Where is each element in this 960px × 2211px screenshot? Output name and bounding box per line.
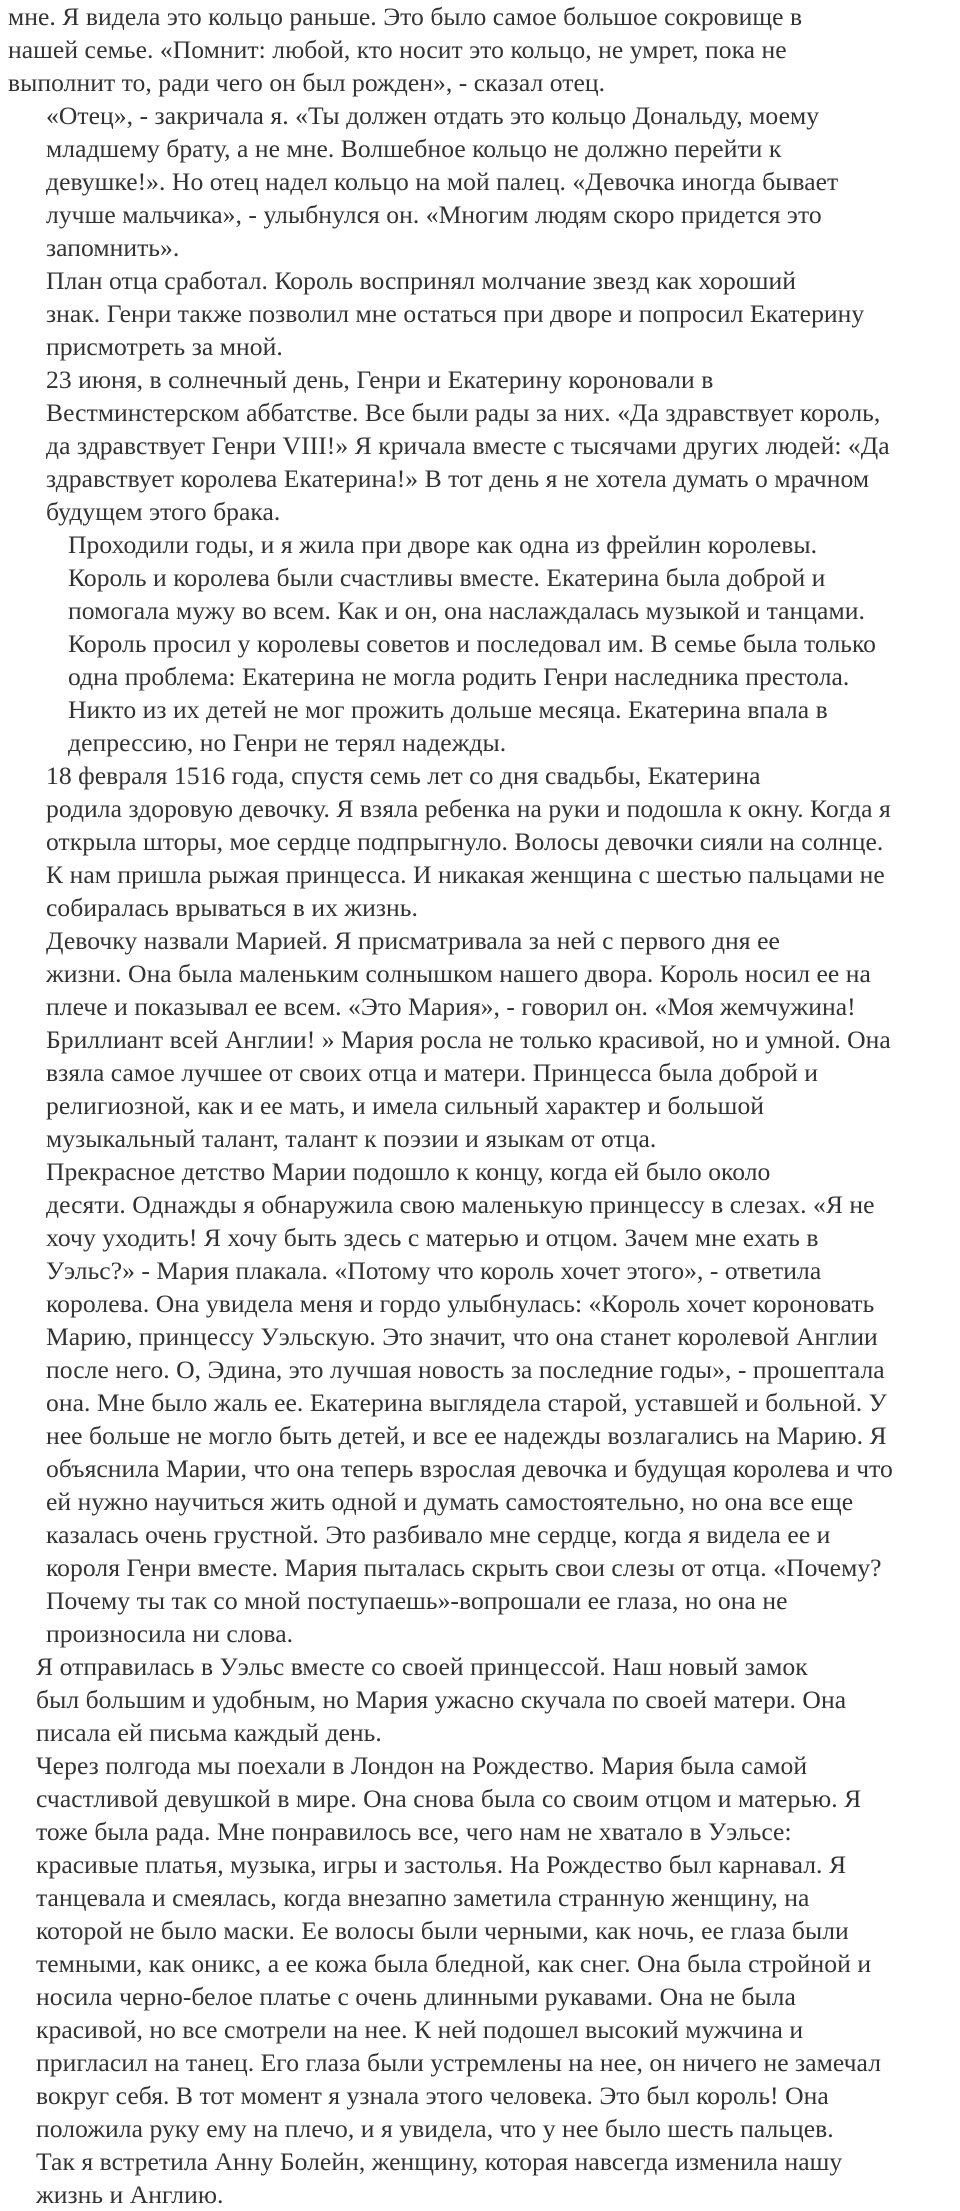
text-line: Прекрасное детство Марии подошло к концу, когда ей было около <box>46 1157 771 1186</box>
paragraph <box>8 924 932 1155</box>
text-line: младшему брату, а не мне. Волшебное кольцо не должно перейти к <box>46 134 782 163</box>
paragraph <box>8 0 932 99</box>
text-line: открыла шторы, мое сердце подпрыгнуло. Волосы девочки сияли на солнце. <box>46 827 884 856</box>
text-line: красивой, но все смотрели на нее. К ней подошел высокий мужчина и <box>36 2015 804 2044</box>
text-line: одна проблема: Екатерина не могла родить Генри наследника престола. <box>68 662 850 691</box>
paragraph <box>8 264 932 363</box>
text-line: писала ей письма каждый день. <box>36 1718 382 1747</box>
text-line: девушке!». Но отец надел кольцо на мой палец. «Девочка иногда бывает <box>46 167 839 196</box>
text-line: Через полгода мы поехали в Лондон на Рождество. Мария была самой <box>36 1751 808 1780</box>
text-line: счастливой девушкой в мире. Она снова была со своим отцом и матерью. Я <box>36 1784 862 1813</box>
text-line: танцевала и смеялась, когда внезапно заметила странную женщину, на <box>36 1883 810 1912</box>
text-line: Так я встретила Анну Болейн, женщину, которая навсегда изменила нашу <box>36 2147 843 2176</box>
text-line: вокруг себя. В тот момент я узнала этого человека. Это был король! Она <box>36 2081 829 2110</box>
text-line: выполнит то, ради чего он был рожден», - сказал отец. <box>8 68 606 97</box>
text-line: Я отправилась в Уэльс вместе со своей принцессой. Наш новый замок <box>36 1652 808 1681</box>
text-line: красивые платья, музыка, игры и застолья. На Рождество был карнавал. Я <box>36 1850 847 1879</box>
paragraph <box>8 1155 932 1650</box>
text-line: короля Генри вместе. Мария пыталась скрыть свои слезы от отца. «Почему? <box>46 1553 882 1582</box>
text-line: был большим и удобным, но Мария ужасно скучала по своей матери. Она <box>36 1685 847 1714</box>
text-line: родила здоровую девочку. Я взяла ребенка на руки и подошла к окну. Когда я <box>46 794 891 823</box>
text-line: Уэльс?» - Мария плакала. «Потому что король хочет этого», - ответила <box>46 1256 822 1285</box>
paragraph <box>8 528 932 759</box>
text-line: 23 июня, в солнечный день, Генри и Екатерину короновали в <box>46 365 714 394</box>
text-line: объяснила Марии, что она теперь взрослая девочка и будущая королева и что <box>46 1454 893 1483</box>
text-line: лучше мальчика», - улыбнулся он. «Многим людям скоро придется это <box>46 200 822 229</box>
text-line: пригласил на танец. Его глаза были устремлены на нее, он ничего не замечал <box>36 2048 882 2077</box>
text-line: жизнь и Англию. <box>36 2180 224 2209</box>
text-line: Вестминстерском аббатстве. Все были рады за них. «Да здравствует король, <box>46 398 881 427</box>
paragraph <box>8 1749 932 2145</box>
text-line: здравствует королева Екатерина!» В тот день я не хотела думать о мрачном <box>46 464 870 493</box>
paragraph <box>8 99 932 264</box>
text-line: тоже была рада. Мне понравилось все, чего нам не хватало в Уэльсе: <box>36 1817 792 1846</box>
text-line: депрессию, но Генри не терял надежды. <box>68 728 507 757</box>
text-line: Король просил у королевы советов и последовал им. В семье была только <box>68 629 877 658</box>
text-line: К нам пришла рыжая принцесса. И никакая женщина с шестью пальцами не <box>46 860 885 889</box>
text-line: плече и показывал ее всем. «Это Мария», - говорил он. «Моя жемчужина! <box>46 992 856 1021</box>
text-line: Никто из их детей не мог прожить дольше месяца. Екатерина впала в <box>68 695 828 724</box>
text-line: Проходили годы, и я жила при дворе как одна из фрейлин королевы. <box>68 530 818 559</box>
text-line: «Отец», - закричала я. «Ты должен отдать это кольцо Дональду, моему <box>46 101 820 130</box>
text-line: да здравствует Генри VIII!» Я кричала вместе с тысячами других людей: «Да <box>46 431 890 460</box>
text-line: План отца сработал. Король воспринял молчание звезд как хороший <box>46 266 796 295</box>
text-line: положила руку ему на плечо, и я увидела, что у нее было шесть пальцев. <box>36 2114 834 2143</box>
text-line: хочу уходить! Я хочу быть здесь с матерью и отцом. Зачем мне ехать в <box>46 1223 819 1252</box>
text-line: запомнить». <box>46 233 180 262</box>
text-line: будущем этого брака. <box>46 497 281 526</box>
text-line: жизни. Она была маленьким солнышком нашего двора. Король носил ее на <box>46 959 871 988</box>
text-line: нее больше не могло быть детей, и все ее надежды возлагались на Марию. Я <box>46 1421 887 1450</box>
text-line: нашей семье. «Помнит: любой, кто носит это кольцо, не умрет, пока не <box>8 35 787 64</box>
text-line: религиозной, как и ее мать, и имела сильный характер и большой <box>46 1091 765 1120</box>
text-line: знак. Генри также позволил мне остаться при дворе и попросил Екатерину <box>46 299 865 328</box>
text-line: которой не было маски. Ее волосы были черными, как ночь, ее глаза были <box>36 1916 849 1945</box>
paragraph <box>8 759 932 924</box>
text-line: Король и королева были счастливы вместе. Екатерина была доброй и <box>68 563 826 592</box>
text-line: ей нужно научиться жить одной и думать самостоятельно, но она все еще <box>46 1487 854 1516</box>
text-line: Почему ты так со мной поступаешь»-вопрошали ее глаза, но она не <box>46 1586 788 1615</box>
text-line: присмотреть за мной. <box>46 332 283 361</box>
text-line: после него. О, Эдина, это лучшая новость за последние годы», - прошептала <box>46 1355 885 1384</box>
text-line: Девочку назвали Марией. Я присматривала за ней с первого дня ее <box>46 926 780 955</box>
text-line: она. Мне было жаль ее. Екатерина выглядела старой, уставшей и больной. У <box>46 1388 887 1417</box>
paragraph <box>8 363 932 528</box>
text-line: собиралась врываться в их жизнь. <box>46 893 418 922</box>
text-line: мне. Я видела это кольцо раньше. Это было самое большое сокровище в <box>8 2 803 31</box>
text-line: произносила ни слова. <box>46 1619 294 1648</box>
text-line: королева. Она увидела меня и гордо улыбнулась: «Король хочет короновать <box>46 1289 875 1318</box>
text-line: темными, как оникс, а ее кожа была бледной, как снег. Она была стройной и <box>36 1949 872 1978</box>
paragraph <box>8 1650 932 1749</box>
paragraph <box>8 2145 932 2211</box>
text-line: десяти. Однажды я обнаружила свою маленькую принцессу в слезах. «Я не <box>46 1190 875 1219</box>
text-line: Бриллиант всей Англии! » Мария росла не только красивой, но и умной. Она <box>46 1025 891 1054</box>
text-line: взяла самое лучшее от своих отца и матери. Принцесса была доброй и <box>46 1058 819 1087</box>
text-line: Марию, принцессу Уэльскую. Это значит, что она станет королевой Англии <box>46 1322 878 1351</box>
text-line: музыкальный талант, талант к поэзии и языкам от отца. <box>46 1124 657 1153</box>
text-line: казалась очень грустной. Это разбивало мне сердце, когда я видела ее и <box>46 1520 831 1549</box>
text-line: 18 февраля 1516 года, спустя семь лет со дня свадьбы, Екатерина <box>46 761 761 790</box>
text-line: помогала мужу во всем. Как и он, она наслаждалась музыкой и танцами. <box>68 596 865 625</box>
text-line: носила черно-белое платье с очень длинными рукавами. Она не была <box>36 1982 796 2011</box>
